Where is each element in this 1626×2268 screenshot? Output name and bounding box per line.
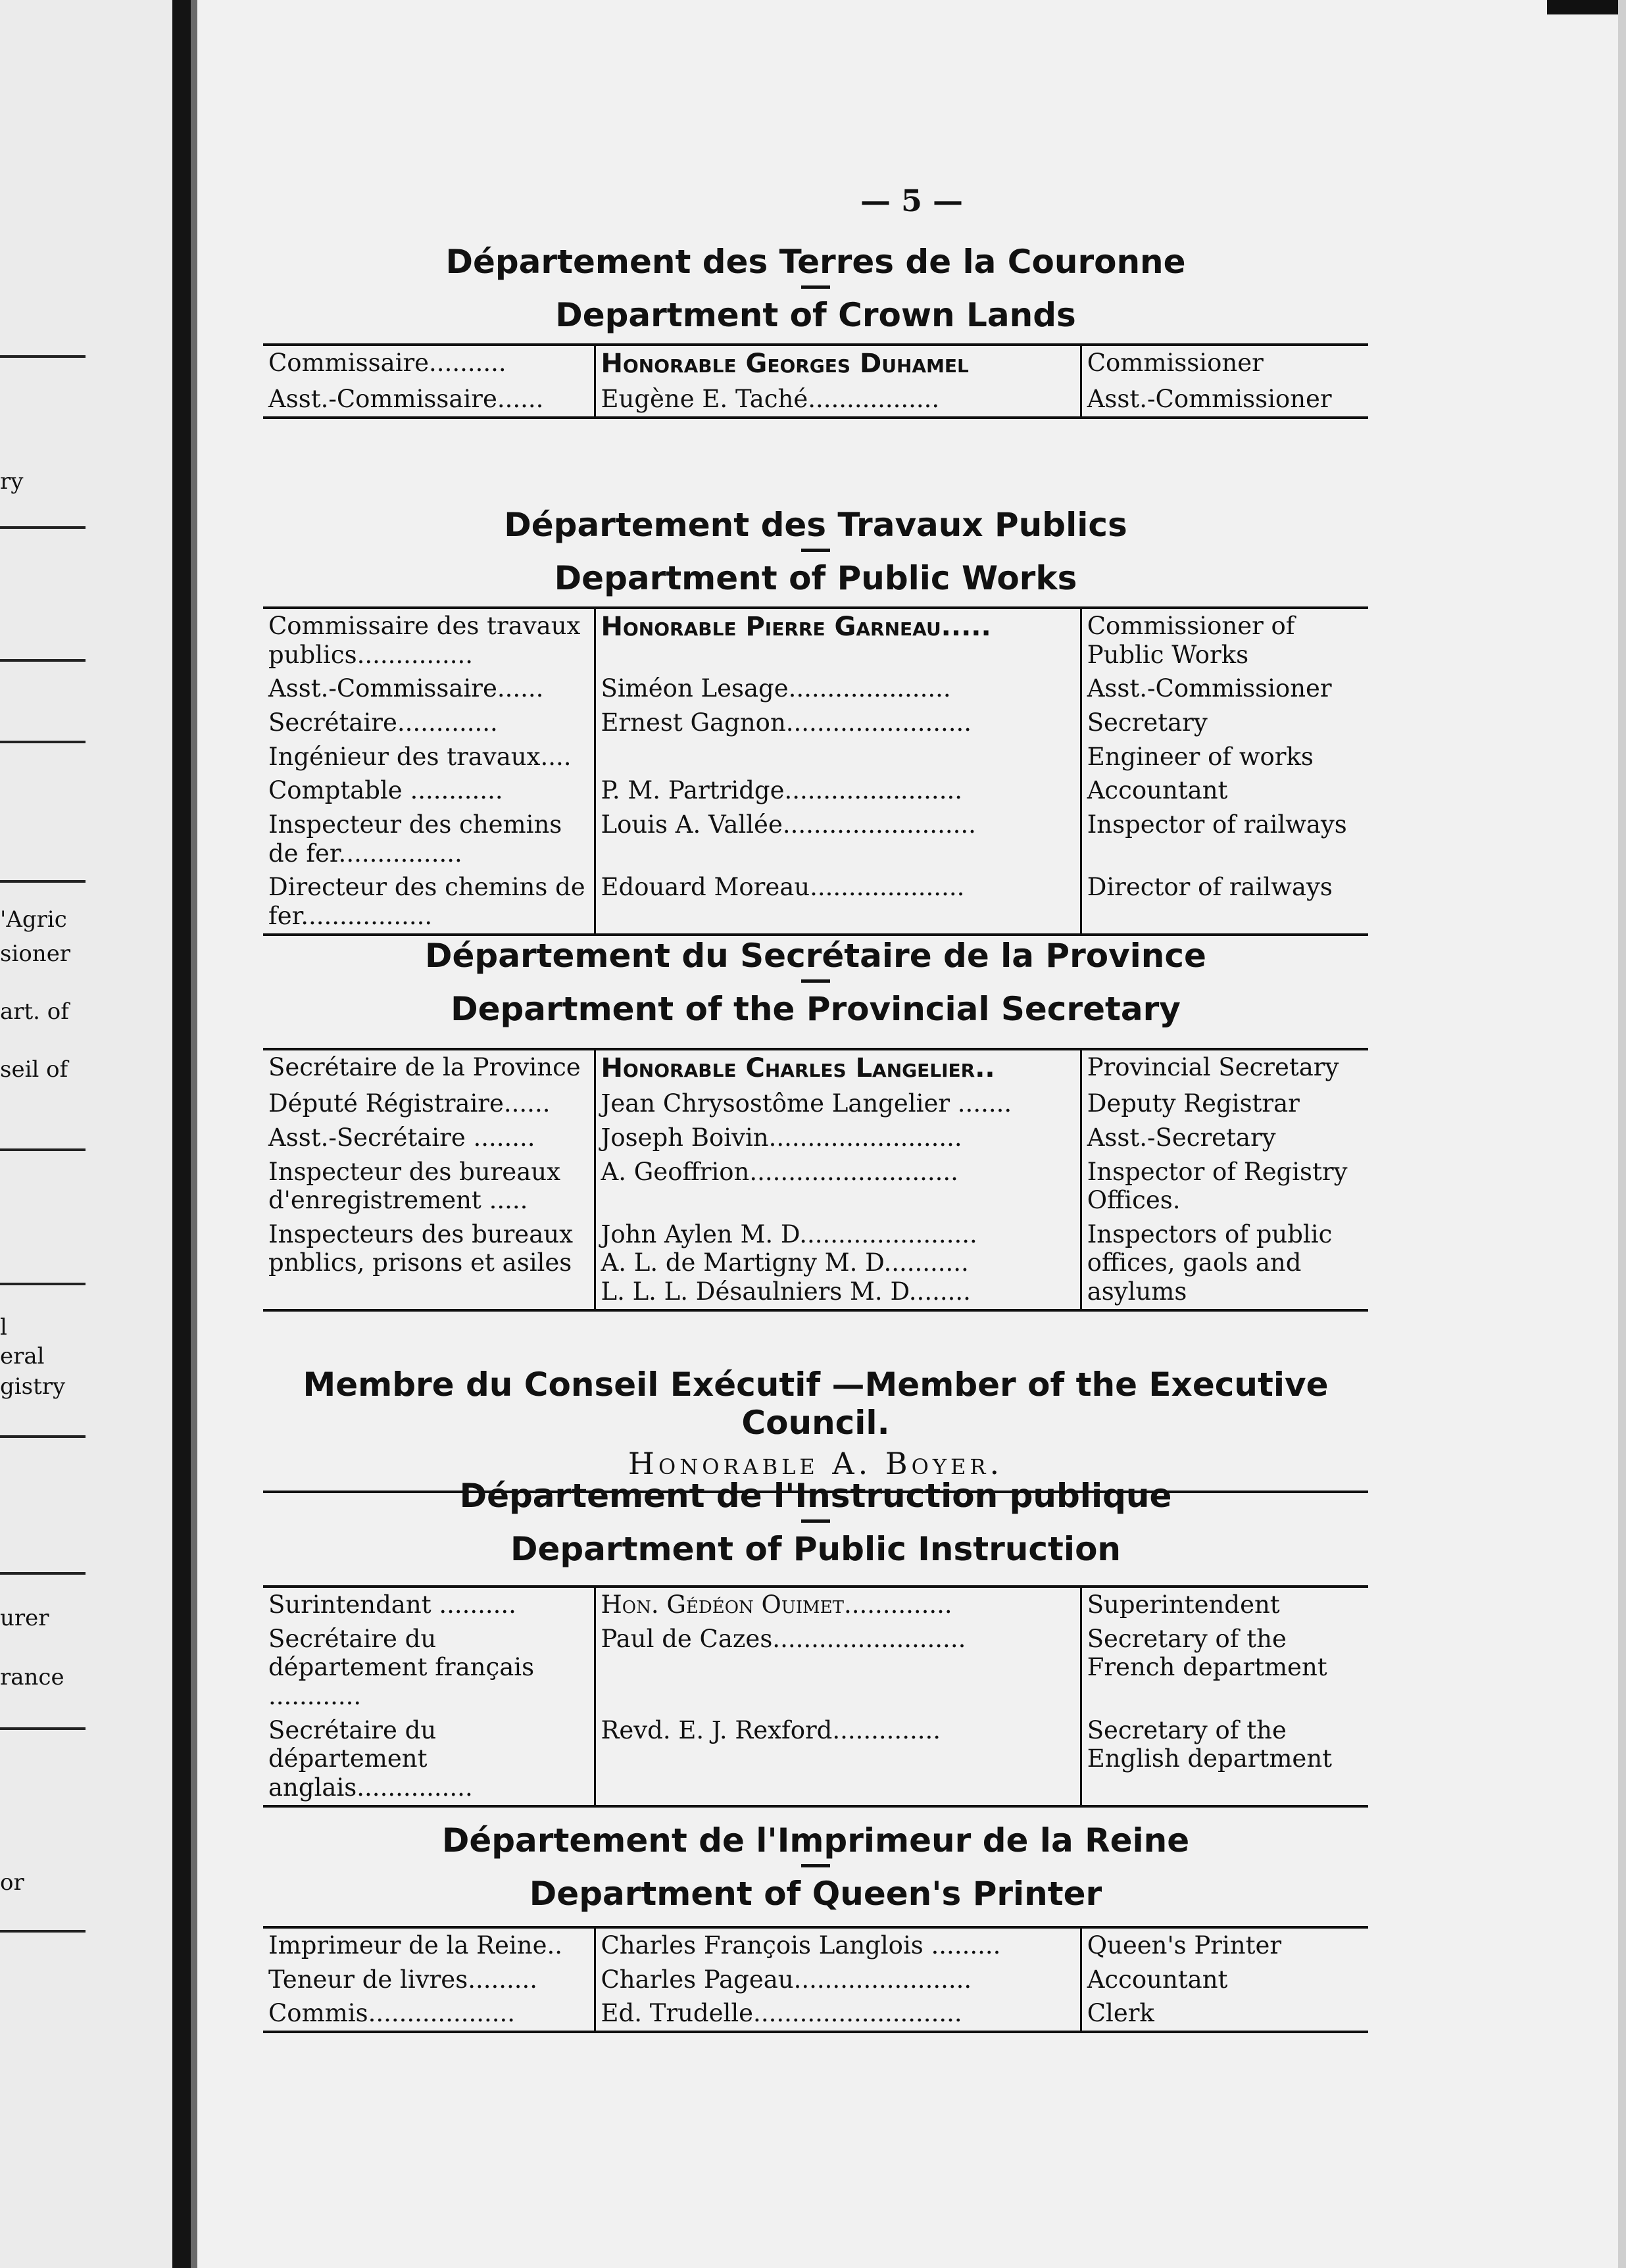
official-name: Louis A. Vallée......................... xyxy=(595,808,1081,870)
section-title-fr: Département du Secrétaire de la Province xyxy=(425,937,1206,975)
table-row xyxy=(263,382,1368,418)
french-title: Commissaire des travaux publics............... xyxy=(263,609,595,672)
english-title: Accountant xyxy=(1087,776,1228,805)
section-title-en: Department of Queen's Printer xyxy=(529,1874,1102,1913)
prev-rule xyxy=(0,1435,86,1438)
french-title: Asst.-Secrétaire ........ xyxy=(263,1121,595,1155)
english-title: Secretary of the French department xyxy=(1087,1624,1327,1682)
page-edge xyxy=(1618,0,1626,2268)
official-name: Siméon Lesage..................... xyxy=(595,672,1081,706)
prev-fragment: urer xyxy=(0,1605,49,1631)
french-title: Asst.-Commissaire...... xyxy=(263,382,595,418)
prev-fragment: sioner xyxy=(0,941,71,967)
council-heading: Membre du Conseil Exécutif —Member of the Executive Council. xyxy=(303,1366,1329,1442)
official-name: A. Geoffrion........................... xyxy=(595,1155,1081,1218)
prev-fragment: gistry xyxy=(0,1373,66,1400)
section-crown-lands xyxy=(263,243,1368,419)
english-title: Accountant xyxy=(1087,1965,1228,1994)
page-number: — 5 — xyxy=(860,183,964,218)
table-row xyxy=(263,1087,1368,1121)
official-name: Ernest Gagnon........................ xyxy=(595,706,1081,740)
prev-fragment: l xyxy=(0,1314,7,1341)
official-name: Charles Pageau....................... xyxy=(595,1963,1081,1997)
official-name: Revd. E. J. Rexford.............. xyxy=(595,1713,1081,1806)
official-name: John Aylen M. D....................... A. L. de Martigny M. D........... L. L. L. Désaulniers M. D........ xyxy=(595,1218,1081,1310)
officials-table xyxy=(263,1588,1368,1808)
document-page xyxy=(197,0,1626,2268)
table-row xyxy=(263,346,1368,382)
prev-fragment: art. of xyxy=(0,998,69,1025)
title-dash xyxy=(801,979,830,983)
table-row xyxy=(263,1713,1368,1806)
english-title: Secretary xyxy=(1087,708,1208,737)
french-title: Secrétaire de la Province xyxy=(263,1050,595,1087)
english-title: Provincial Secretary xyxy=(1087,1053,1339,1081)
section-provincial-secretary xyxy=(263,937,1368,1312)
official-name: Paul de Cazes......................... xyxy=(595,1622,1081,1713)
section-public-works xyxy=(263,506,1368,936)
section-title-en: Department of the Provincial Secretary xyxy=(451,989,1181,1028)
prev-rule xyxy=(0,1727,86,1730)
table-row xyxy=(263,870,1368,934)
official-name: P. M. Partridge....................... xyxy=(595,774,1081,808)
officials-table xyxy=(263,1050,1368,1312)
french-title: Secrétaire du département français ............ xyxy=(263,1622,595,1713)
french-title: Asst.-Commissaire...... xyxy=(263,672,595,706)
title-dash xyxy=(801,1519,830,1523)
prev-fragment: rance xyxy=(0,1664,64,1690)
official-name: Edouard Moreau.................... xyxy=(595,870,1081,934)
prev-fragment: or xyxy=(0,1869,24,1896)
french-title: Teneur de livres......... xyxy=(263,1963,595,1997)
table-row xyxy=(263,1622,1368,1713)
prev-rule xyxy=(0,1572,86,1575)
prev-rule xyxy=(0,880,86,883)
table-row xyxy=(263,609,1368,672)
title-dash xyxy=(801,285,830,289)
french-title: Ingénieur des travaux.... xyxy=(263,740,595,774)
official-name: Honorable Charles Langelier.. xyxy=(595,1050,1081,1087)
official-name: Jean Chrysostôme Langelier ....... xyxy=(595,1087,1081,1121)
section-title-en: Department of Public Works xyxy=(554,558,1077,597)
table-row xyxy=(263,672,1368,706)
official-name: Honorable Georges Duhamel xyxy=(595,346,1081,382)
english-title: Superintendent xyxy=(1087,1590,1280,1619)
section-title-en: Department of Public Instruction xyxy=(510,1529,1121,1568)
table-row xyxy=(263,740,1368,774)
official-name: Charles François Langlois ......... xyxy=(595,1929,1081,1963)
prev-rule xyxy=(0,1148,86,1151)
french-title: Inspecteur des bureaux d'enregistrement ..... xyxy=(263,1155,595,1218)
binding-spine xyxy=(172,0,191,2268)
official-name: Hon. Gédéon Ouimet.............. xyxy=(595,1588,1081,1622)
title-dash xyxy=(801,549,830,552)
officials-table xyxy=(263,609,1368,936)
table-row xyxy=(263,1121,1368,1155)
section-executive-council xyxy=(263,1366,1368,1493)
prev-fragment: ry xyxy=(0,468,24,495)
scan-corner xyxy=(1547,0,1626,14)
prev-rule xyxy=(0,659,86,662)
official-name: Ed. Trudelle........................... xyxy=(595,1996,1081,2032)
official-name: Joseph Boivin......................... xyxy=(595,1121,1081,1155)
table-row xyxy=(263,1155,1368,1218)
prev-rule xyxy=(0,1283,86,1285)
section-title-fr: Département des Terres de la Couronne xyxy=(445,243,1186,281)
french-title: Comptable ............ xyxy=(263,774,595,808)
section-title-fr: Département des Travaux Publics xyxy=(504,506,1127,544)
officials-table xyxy=(263,346,1368,419)
section-queens-printer xyxy=(263,1822,1368,2033)
official-name: Honorable Pierre Garneau..... xyxy=(595,609,1081,672)
french-title: Commis................... xyxy=(263,1996,595,2032)
french-title: Inspecteur des chemins de fer................ xyxy=(263,808,595,870)
table-row xyxy=(263,1588,1368,1622)
table-row xyxy=(263,1963,1368,1997)
french-title: Imprimeur de la Reine.. xyxy=(263,1929,595,1963)
prev-rule xyxy=(0,741,86,743)
section-title-fr: Département de l'Instruction publique xyxy=(459,1477,1172,1515)
english-title: Asst.-Commissioner xyxy=(1087,674,1332,703)
binding-shadow xyxy=(191,0,197,2268)
officials-table xyxy=(263,1929,1368,2033)
title-dash xyxy=(801,1864,830,1867)
table-row xyxy=(263,706,1368,740)
french-title: Secrétaire du département anglais............... xyxy=(263,1713,595,1806)
prev-fragment: seil of xyxy=(0,1056,68,1083)
french-title: Directeur des chemins de fer................. xyxy=(263,870,595,934)
prev-fragment: 'Agric xyxy=(0,906,67,933)
english-title: Secretary of the English department xyxy=(1087,1715,1333,1773)
table-row xyxy=(263,1218,1368,1310)
prev-rule xyxy=(0,1930,86,1933)
council-member-name: Honorable A. Boyer. xyxy=(628,1446,1004,1481)
previous-page-margin xyxy=(0,0,172,2268)
english-title: Director of railways xyxy=(1087,873,1333,902)
prev-rule xyxy=(0,526,86,529)
english-title: Inspector of railways xyxy=(1087,810,1347,839)
table-row xyxy=(263,774,1368,808)
table-row xyxy=(263,1050,1368,1087)
prev-fragment: eral xyxy=(0,1343,45,1369)
english-title: Commissioner xyxy=(1087,349,1264,377)
english-title: Engineer of works xyxy=(1087,742,1314,771)
french-title: Commissaire.......... xyxy=(263,346,595,382)
official-name: Eugène E. Taché................. xyxy=(595,382,1081,418)
official-name xyxy=(595,740,1081,774)
table-row xyxy=(263,1996,1368,2032)
english-title: Inspector of Registry Offices. xyxy=(1087,1157,1348,1215)
english-title: Asst.-Secretary xyxy=(1087,1123,1276,1152)
french-title: Secrétaire............. xyxy=(263,706,595,740)
table-row xyxy=(263,1929,1368,1963)
english-title: Clerk xyxy=(1087,1999,1154,2028)
french-title: Surintendant .......... xyxy=(263,1588,595,1622)
english-title: Asst.-Commissioner xyxy=(1087,385,1332,414)
section-title-fr: Département de l'Imprimeur de la Reine xyxy=(441,1821,1190,1860)
english-title: Queen's Printer xyxy=(1087,1931,1282,1960)
french-title: Inspecteurs des bureaux pnblics, prisons et asiles xyxy=(263,1218,595,1310)
english-title: Inspectors of public offices, gaols and asylums xyxy=(1087,1220,1333,1306)
prev-rule xyxy=(0,355,86,358)
french-title: Député Régistraire...... xyxy=(263,1087,595,1121)
table-row xyxy=(263,808,1368,870)
english-title: Commissioner of Public Works xyxy=(1087,612,1295,669)
section-public-instruction xyxy=(263,1477,1368,1808)
english-title: Deputy Registrar xyxy=(1087,1089,1300,1118)
section-title-en: Department of Crown Lands xyxy=(555,295,1076,334)
